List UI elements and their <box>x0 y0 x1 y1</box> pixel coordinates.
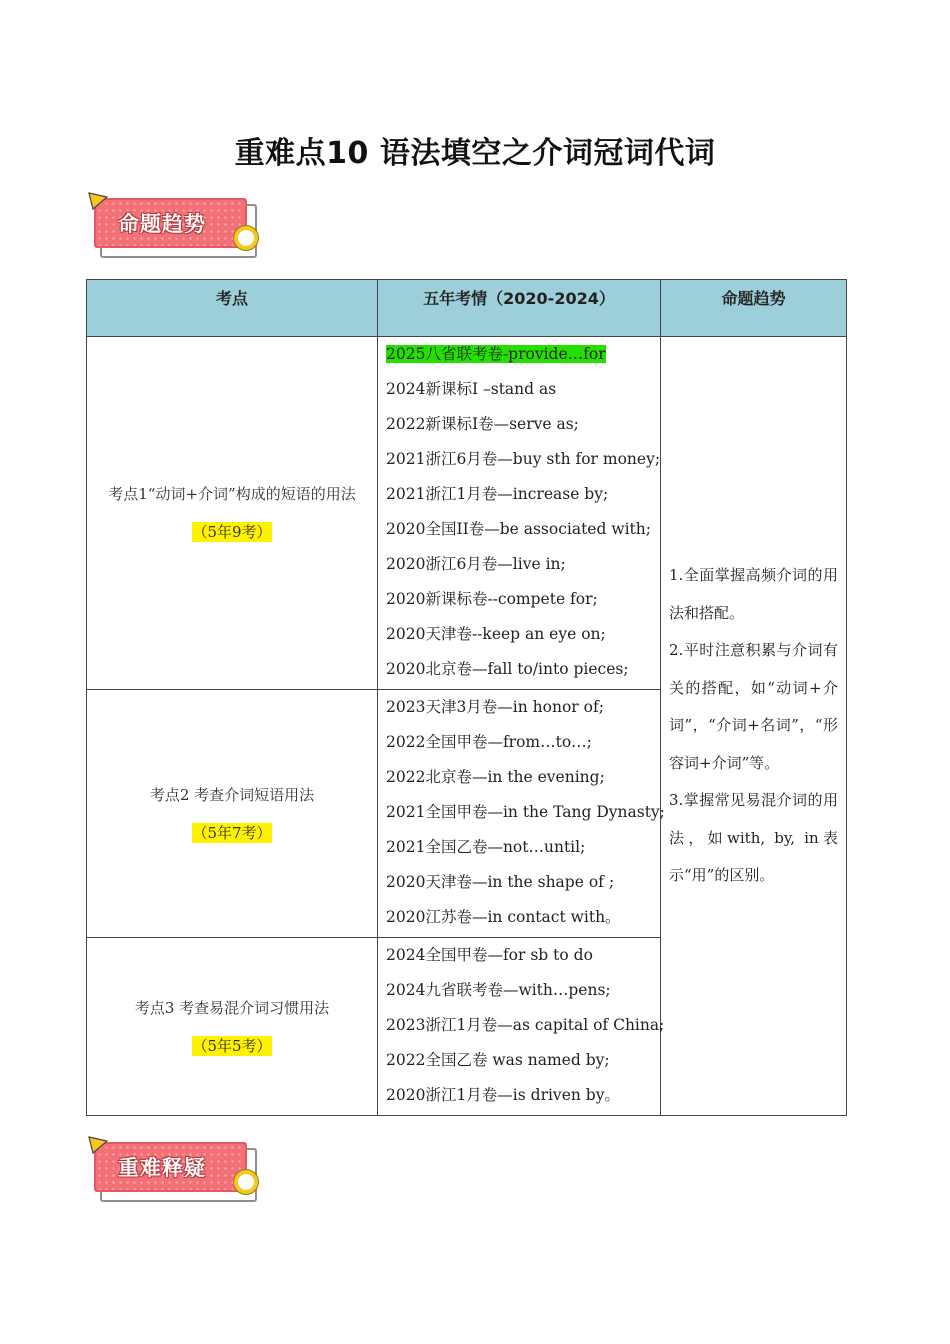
exam-cell <box>378 337 661 690</box>
point-count: （5年7考） <box>192 823 272 842</box>
exam-line: 2024九省联考卷—with…pens; <box>386 981 611 999</box>
pin-icon <box>88 1136 108 1156</box>
page-title: 重难点10 语法填空之介词冠词代词 <box>234 136 716 171</box>
exam-line: 2020天津卷—in the shape of ; <box>386 873 615 891</box>
exam-line: 2021浙江1月卷—increase by; <box>386 485 609 503</box>
exam-line: 2021全国甲卷—in the Tang Dynasty; <box>386 803 665 821</box>
header-trend: 命题趋势 <box>661 280 847 337</box>
trend-item: 2.平时注意积累与介词有关的搭配，如“动词+介词”，“介词+名词”，“形容词+介词”等。 <box>669 641 838 772</box>
header-exams: 五年考情（2020-2024） <box>378 280 661 337</box>
trend-item: 3.掌握常见易混介词的用法，如with, by, in表示“用”的区别。 <box>669 791 838 885</box>
exam-line: 2020新课标卷--compete for; <box>386 590 598 608</box>
header-point: 考点 <box>87 280 378 337</box>
trend-item: 1.全面掌握高频介词的用法和搭配。 <box>669 566 838 622</box>
exam-cell <box>378 690 665 938</box>
exam-line: 2020北京卷—fall to/into pieces; <box>386 660 629 678</box>
point-cell <box>87 690 378 938</box>
exam-line: 2021浙江6月卷—buy sth for money; <box>386 450 661 468</box>
point-cell <box>87 337 378 690</box>
point-cell <box>87 938 378 1116</box>
trend-cell <box>661 337 847 1116</box>
exam-line: 2020全国II卷—be associated with; <box>386 520 651 538</box>
exam-line: 2020浙江6月卷—live in; <box>386 555 566 573</box>
exam-line: 2022全国甲卷—from…to…; <box>386 733 592 751</box>
exam-line: 2023浙江1月卷—as capital of China; <box>386 1016 665 1034</box>
point-label: 考点3 考查易混介词习惯用法 <box>134 998 330 1017</box>
table-row <box>87 337 847 690</box>
exam-line: 2020江苏卷—in contact with。 <box>386 908 621 926</box>
exam-cell <box>378 938 665 1116</box>
exam-line: 2022新课标I卷—serve as; <box>386 415 579 433</box>
table-header-row <box>87 280 847 337</box>
point-label: 考点2 考查介词短语用法 <box>149 785 315 804</box>
point-count: （5年5考） <box>192 1036 272 1055</box>
trend-banner <box>88 196 263 262</box>
exam-line: 2024新课标I –stand as <box>386 380 557 398</box>
ring-icon <box>234 226 258 250</box>
exam-line: 2022全国乙卷 was named by; <box>386 1051 610 1069</box>
ring-icon <box>234 1170 258 1194</box>
trend-table <box>86 279 847 1116</box>
exam-line: 2020浙江1月卷—is driven by。 <box>386 1086 620 1104</box>
exam-line: 2021全国乙卷—not…until; <box>386 838 586 856</box>
point-label: 考点1“动词+介词”构成的短语的用法 <box>108 485 356 503</box>
exam-line: 2024全国甲卷—for sb to do <box>386 946 593 964</box>
explain-banner <box>88 1140 263 1206</box>
point-count: （5年9考） <box>192 523 272 541</box>
exam-line: 2020天津卷--keep an eye on; <box>386 625 606 643</box>
exam-line: 2022北京卷—in the evening; <box>386 768 605 786</box>
pin-icon <box>88 192 108 212</box>
exam-line: 2023天津3月卷—in honor of; <box>386 698 604 716</box>
exam-line: 2025八省联考卷-provide…for <box>386 345 606 363</box>
explain-banner-label: 重难释疑 <box>118 1156 206 1180</box>
trend-banner-label: 命题趋势 <box>118 212 206 236</box>
